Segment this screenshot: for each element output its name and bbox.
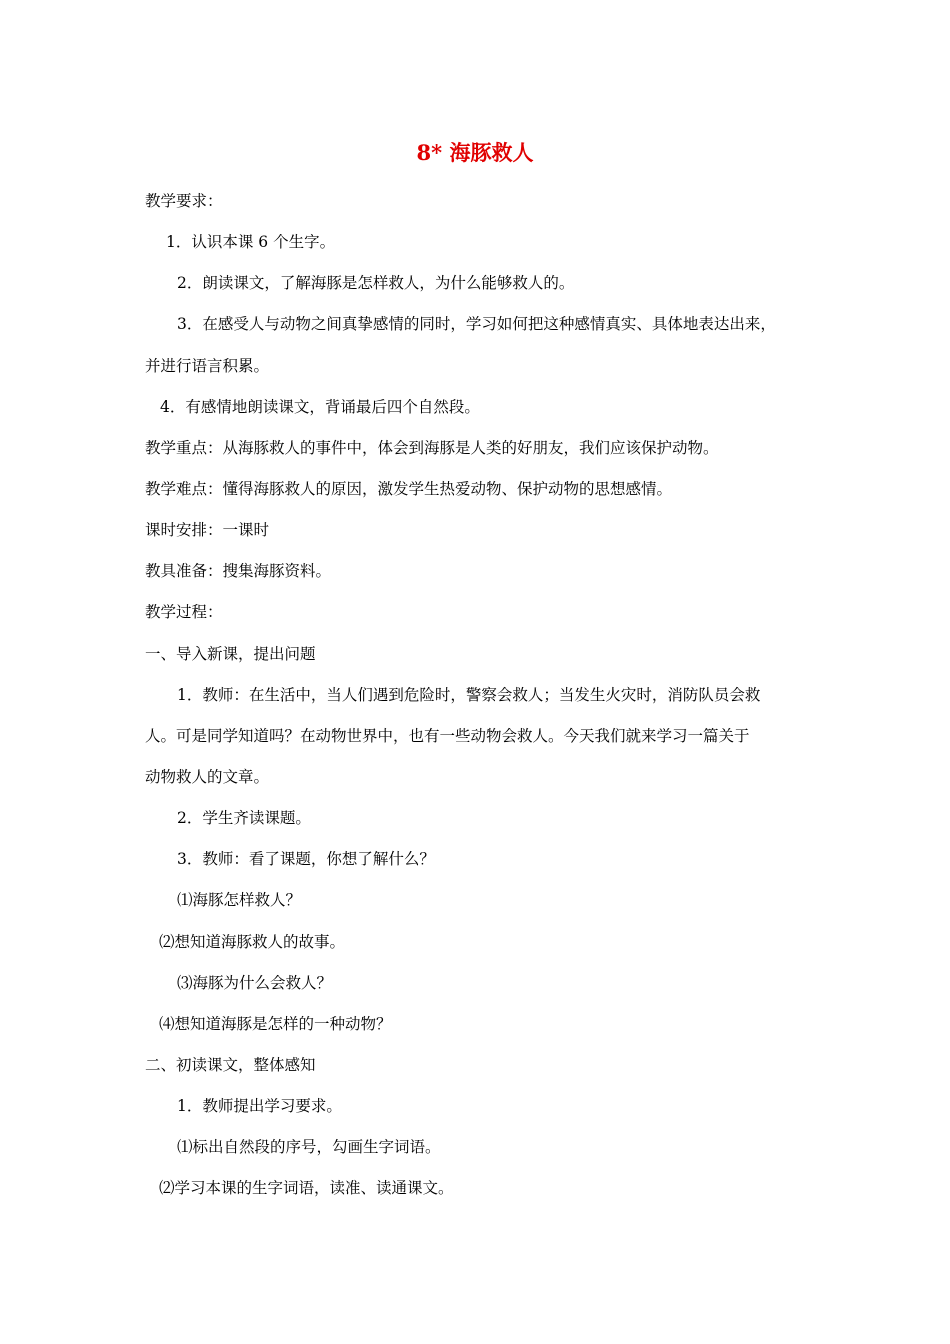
document-title: 8* 海豚救人 <box>416 140 534 165</box>
text-line: 4．有感情地朗读课文，背诵最后四个自然段。 <box>160 398 480 416</box>
text-line: ⑴海豚怎样救人？ <box>177 891 302 909</box>
text-line: ⑶海豚为什么会救人？ <box>177 974 333 992</box>
text-line: ⑵学习本课的生字词语，读准、读通课文。 <box>159 1179 454 1197</box>
text-line: 2．朗读课文，了解海豚是怎样救人，为什么能够救人的。 <box>177 274 575 292</box>
text-line: 教具准备：搜集海豚资料。 <box>145 562 332 580</box>
text-line: 教学重点：从海豚救人的事件中，体会到海豚是人类的好朋友，我们应该保护动物。 <box>145 439 719 457</box>
text-line: 动物救人的文章。 <box>145 768 270 786</box>
text-line: 二、初读课文，整体感知 <box>145 1056 316 1074</box>
text-line: 人。可是同学知道吗？在动物世界中，也有一些动物会救人。今天我们就来学习一篇关于 <box>145 727 750 745</box>
text-line: 2．学生齐读课题。 <box>177 809 311 827</box>
text-line: 并进行语言积累。 <box>145 357 270 375</box>
text-line: 3．教师：看了课题，你想了解什么？ <box>177 850 435 868</box>
text-line: 教学难点：懂得海豚救人的原因，激发学生热爱动物、保护动物的思想感情。 <box>145 480 673 498</box>
text-line: 1．教师提出学习要求。 <box>177 1097 342 1115</box>
text-line: 课时安排：一课时 <box>145 521 270 539</box>
text-line: 一、导入新课，提出问题 <box>145 645 316 663</box>
text-line: 1．认识本课 6 个生字。 <box>166 233 336 251</box>
text-line: 3．在感受人与动物之间真挚感情的同时，学习如何把这种感情真实、具体地表达出来， <box>177 315 776 333</box>
text-line: ⑷想知道海豚是怎样的一种动物？ <box>159 1015 392 1033</box>
text-line: ⑵想知道海豚救人的故事。 <box>159 933 346 951</box>
text-line: 1．教师：在生活中，当人们遇到危险时，警察会救人；当发生火灾时，消防队员会救 <box>177 686 761 704</box>
text-line: 教学过程： <box>145 603 223 621</box>
text-line: ⑴标出自然段的序号，勾画生字词语。 <box>177 1138 441 1156</box>
text-line: 教学要求： <box>145 192 223 210</box>
